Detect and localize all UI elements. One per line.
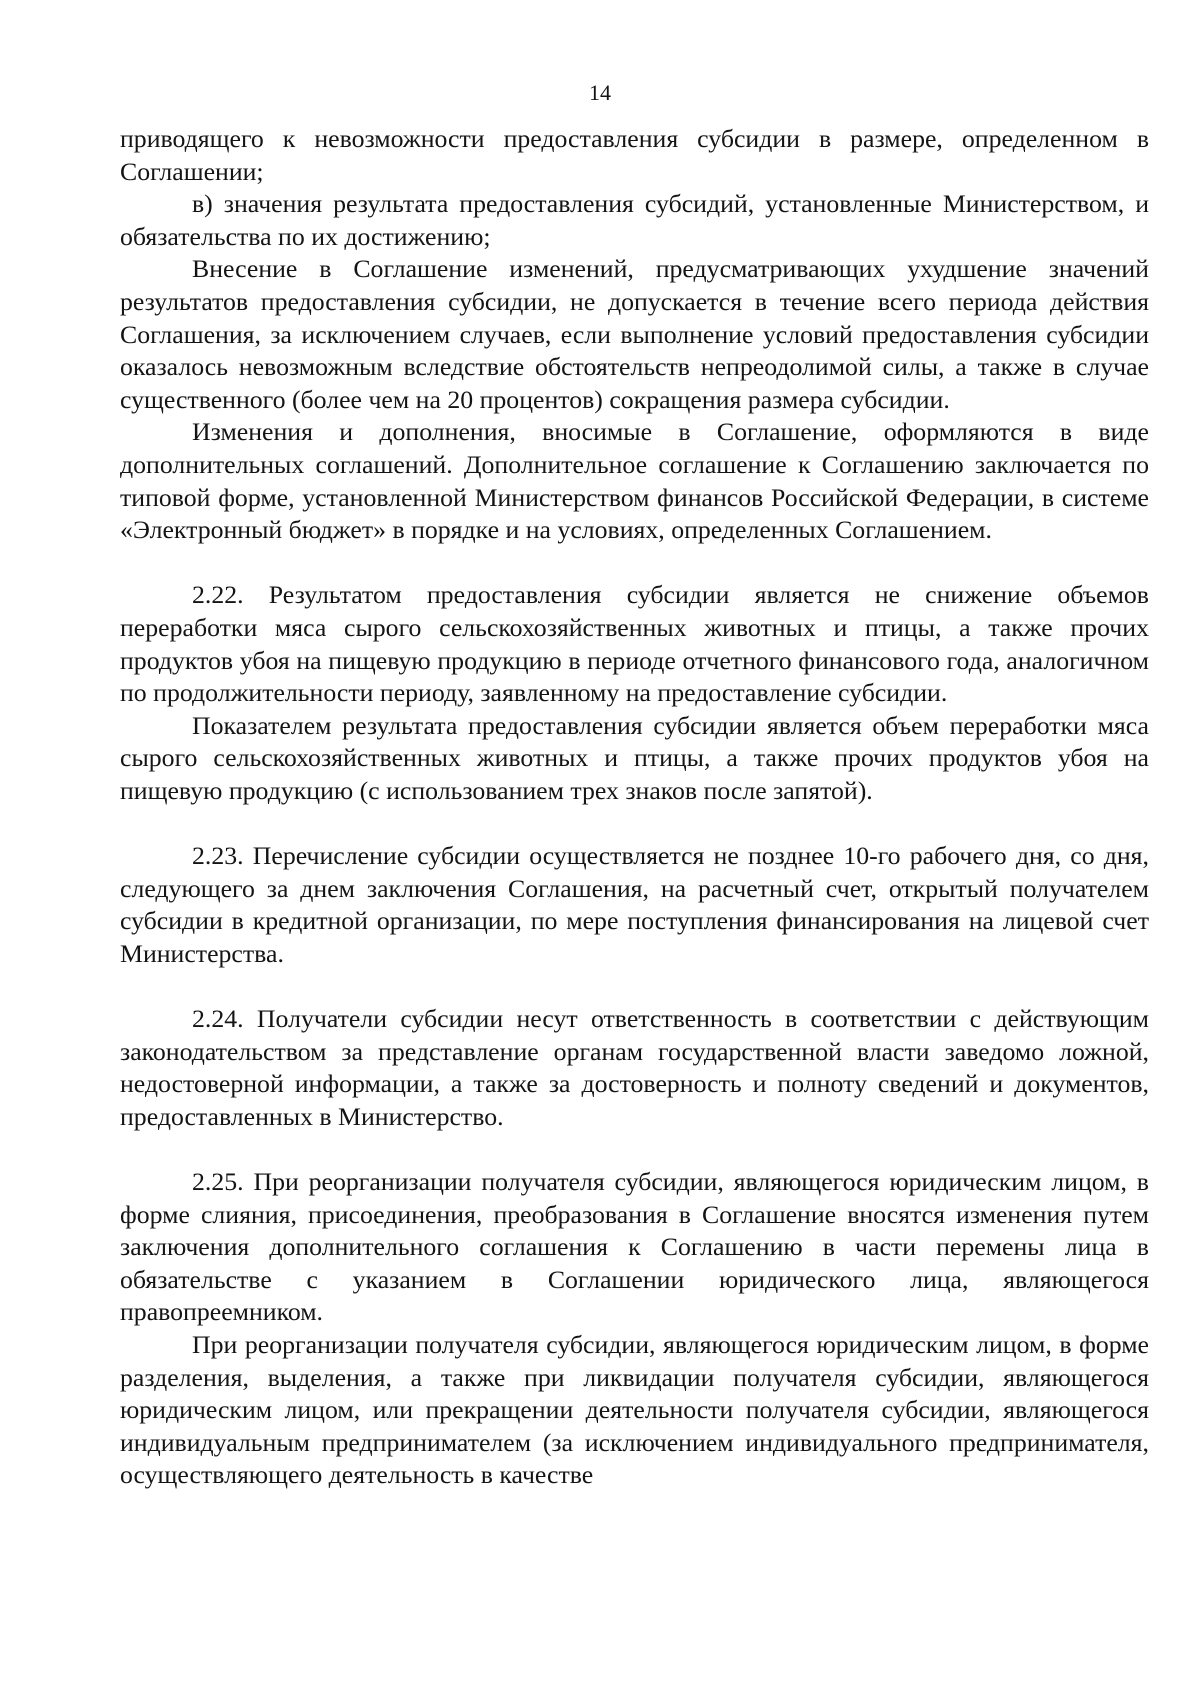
- paragraph-amendments: Внесение в Соглашение изменений, предусматривающих ухудшение значений результатов предоставления субсидии, не допускается в течение всего периода действия Соглашения, за исключением случаев, если выполнение условий предоставления субсидии оказалось невозможным вследствие обстоятельств непреодолимой силы, а также в случае существенного (более чем на 20 процентов) сокращения размера субсидии.: [120, 254, 1149, 414]
- paragraph-reorganization: При реорганизации получателя субсидии, являющегося юридическим лицом, в форме разделения, выделения, а также при ликвидации получателя субсидии, являющегося юридическим лицом, или прекращении деятельности получателя субсидии, являющегося индивидуальным предпринимателем (за исключением индивидуального предпринимателя, осуществляющего деятельность в качестве: [120, 1329, 1149, 1490]
- paragraph-additional-agreements: Изменения и дополнения, вносимые в Соглашение, оформляются в виде дополнительных соглашений. Дополнительное соглашение к Соглашению заключается по типовой форме, установленной Министерством финансов Российской Федерации, в системе «Электронный бюджет» в порядке и на условиях, определенных Соглашением.: [120, 417, 1149, 545]
- page-number: 14: [589, 80, 611, 105]
- paragraph-2-22: 2.22. Результатом предоставления субсидии является не снижение объемов переработки мяса сырого сельскохозяйственных животных и птицы, а также прочих продуктов убоя на пищевую продукцию в периоде отчетного финансового года, аналогичном по продолжительности периоду, заявленному на предоставление субсидии.: [120, 580, 1149, 708]
- paragraph-2-24: 2.24. Получатели субсидии несут ответственность в соответствии с действующим законодательством за представление органам государственной власти заведомо ложной, недостоверной информации, а также за достоверность и полноту сведений и документов, предоставленных в Министерство.: [120, 1004, 1149, 1131]
- document-body: [120, 123, 1149, 1492]
- paragraph-2-25: 2.25. При реорганизации получателя субсидии, являющегося юридическим лицом, в форме слияния, присоединения, преобразования в Соглашение вносятся изменения путем заключения дополнительного соглашения к Соглашению в части перемены лица в обязательстве с указанием в Соглашении юридического лица, являющегося правопреемником.: [120, 1167, 1149, 1327]
- paragraph-item-v: в) значения результата предоставления субсидий, установленные Министерством, и обязательства по их достижению;: [120, 189, 1149, 251]
- paragraph-indicator: Показателем результата предоставления субсидии является объем переработки мяса сырого сельскохозяйственных животных и птицы, а также прочих продуктов убоя на пищевую продукцию (с использованием трех знаков после запятой).: [120, 710, 1149, 805]
- paragraph-2-23: 2.23. Перечисление субсидии осуществляется не позднее 10-го рабочего дня, со дня, следующего за днем заключения Соглашения, на расчетный счет, открытый получателем субсидии в кредитной организации, по мере поступления финансирования на лицевой счет Министерства.: [120, 841, 1149, 968]
- paragraph-continuation: приводящего к невозможности предоставления субсидии в размере, определенном в Соглашении;: [120, 124, 1149, 186]
